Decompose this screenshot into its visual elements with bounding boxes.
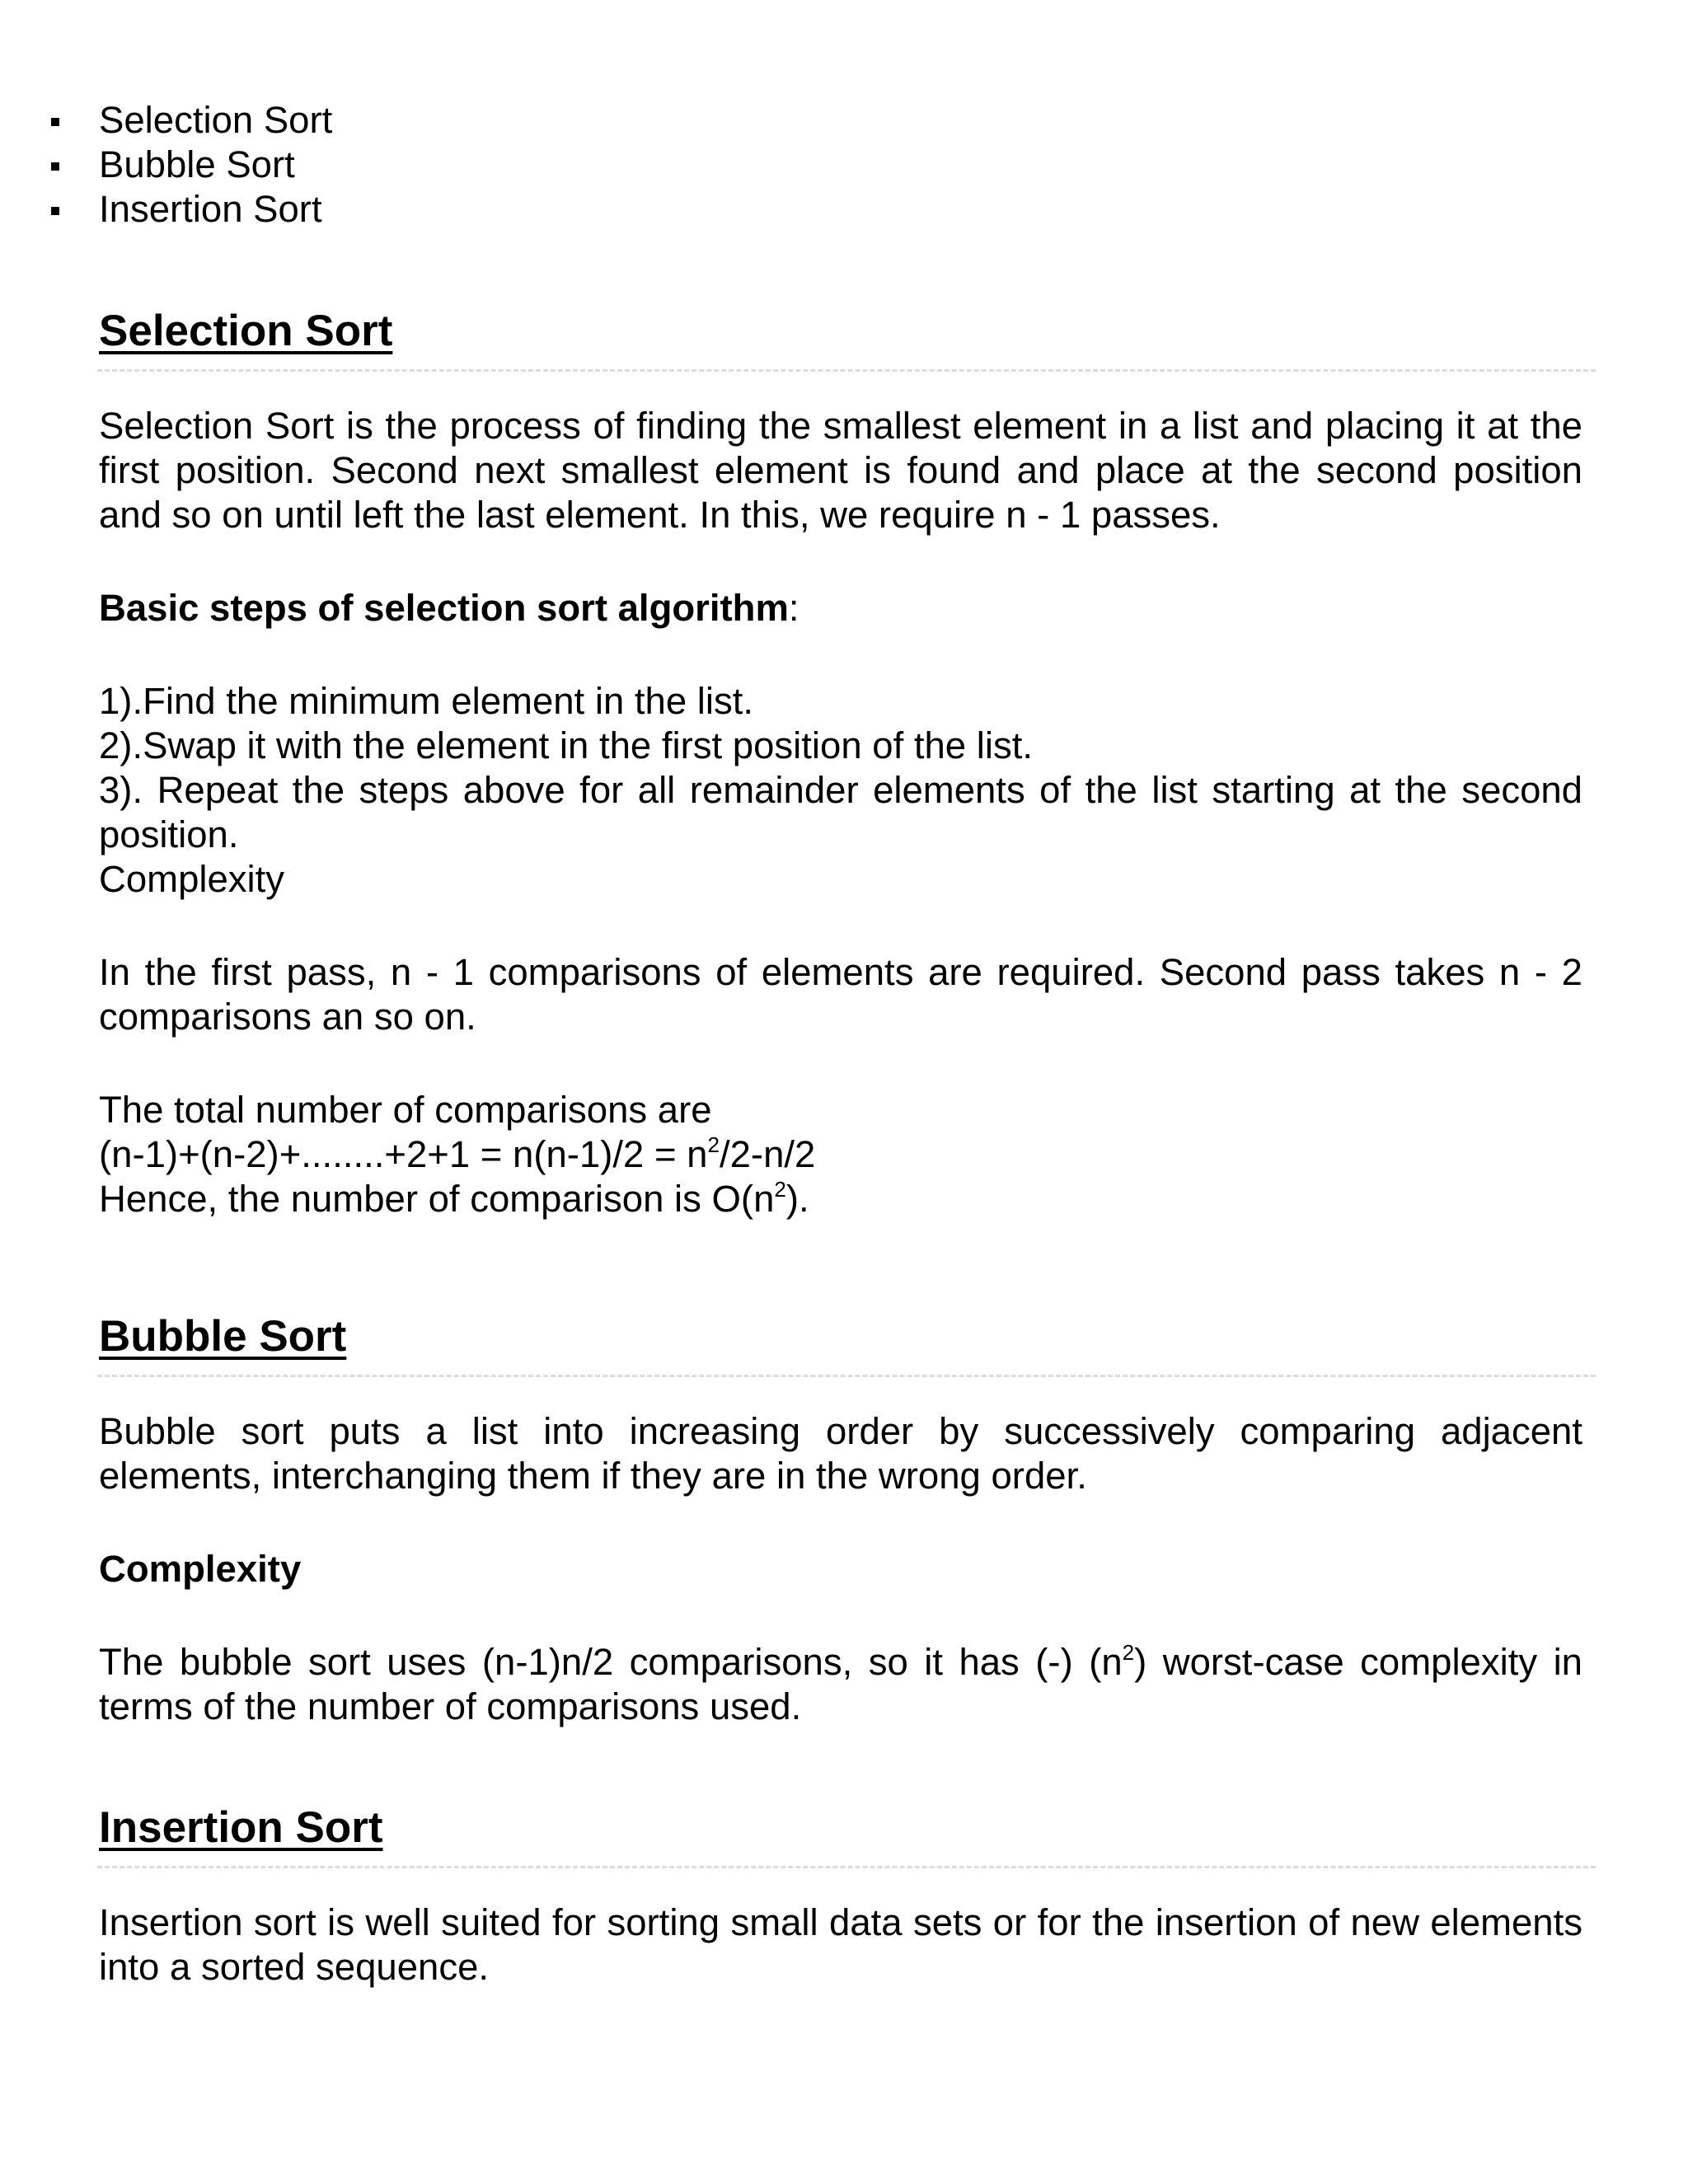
big-o-suffix: ). bbox=[785, 1178, 809, 1220]
selection-complexity-text: In the first pass, n - 1 comparisons of elements are required. Second pass takes n - 2 comparisons an so on. bbox=[99, 951, 1582, 1038]
selection-sort-heading: Selection Sort bbox=[99, 307, 393, 355]
selection-sort-intro: Selection Sort is the process of finding the smallest element in a list and placing it at the first position. Second next smallest element is found and place at the second position and so on until left the last element. In this, we require n - 1 passes. bbox=[99, 405, 1582, 536]
list-item-label: Selection Sort bbox=[99, 99, 333, 141]
list-item bbox=[0, 143, 742, 187]
formula-prefix: (n-1)+(n-2)+........+2+1 = n(n-1)/2 = n bbox=[99, 1133, 708, 1175]
section-divider bbox=[97, 369, 1596, 372]
bubble-complexity-suffix: ) worst-case complexity in terms of the number of comparisons used. bbox=[99, 1641, 1582, 1727]
list-item bbox=[0, 187, 742, 232]
square-bullet-icon bbox=[51, 118, 59, 126]
big-o-prefix: Hence, the number of comparison is O(n bbox=[99, 1178, 775, 1220]
list-item-label: Bubble Sort bbox=[99, 143, 295, 185]
bubble-complexity-exponent: 2 bbox=[1122, 1639, 1135, 1665]
topic-bullet-list bbox=[0, 98, 742, 232]
steps-list bbox=[99, 679, 1582, 902]
bubble-complexity-heading: Complexity bbox=[99, 1548, 302, 1590]
section-divider bbox=[97, 1866, 1596, 1868]
step-1: 1).Find the minimum element in the list. bbox=[99, 680, 754, 722]
total-comparisons-line: The total number of comparisons are bbox=[99, 1089, 712, 1131]
steps-heading-label: Basic steps of selection sort algorithm bbox=[99, 587, 789, 629]
steps-heading-colon: : bbox=[788, 587, 799, 629]
steps-heading bbox=[99, 586, 1582, 630]
list-item bbox=[0, 98, 742, 143]
big-o-exponent: 2 bbox=[774, 1176, 786, 1202]
bubble-complexity-prefix: The bubble sort uses (n-1)n/2 comparisons, so it has (-) (n bbox=[99, 1641, 1123, 1683]
bubble-sort-heading: Bubble Sort bbox=[99, 1312, 347, 1361]
step-3: 3). Repeat the steps above for all remainder elements of the list starting at the second position. bbox=[99, 769, 1582, 855]
square-bullet-icon bbox=[51, 207, 59, 215]
square-bullet-icon bbox=[51, 162, 59, 171]
complexity-label: Complexity bbox=[99, 858, 285, 900]
step-2: 2).Swap it with the element in the first position of the list. bbox=[99, 724, 1033, 766]
insertion-sort-intro: Insertion sort is well suited for sorting small data sets or for the insertion of new elements into a sorted sequence. bbox=[99, 1901, 1582, 1988]
big-o-line bbox=[99, 1177, 1582, 1221]
section-divider bbox=[97, 1375, 1596, 1377]
formula-suffix: /2-n/2 bbox=[719, 1133, 816, 1175]
bubble-complexity-text bbox=[99, 1640, 1582, 1729]
list-item-label: Insertion Sort bbox=[99, 188, 322, 230]
comparison-total bbox=[99, 1088, 1582, 1221]
comparison-formula bbox=[99, 1132, 1582, 1177]
bubble-sort-intro: Bubble sort puts a list into increasing order by successively comparing adjacent elements, interchanging them if they are in the wrong order. bbox=[99, 1410, 1582, 1497]
insertion-sort-heading: Insertion Sort bbox=[99, 1803, 383, 1852]
formula-exponent: 2 bbox=[707, 1132, 720, 1157]
